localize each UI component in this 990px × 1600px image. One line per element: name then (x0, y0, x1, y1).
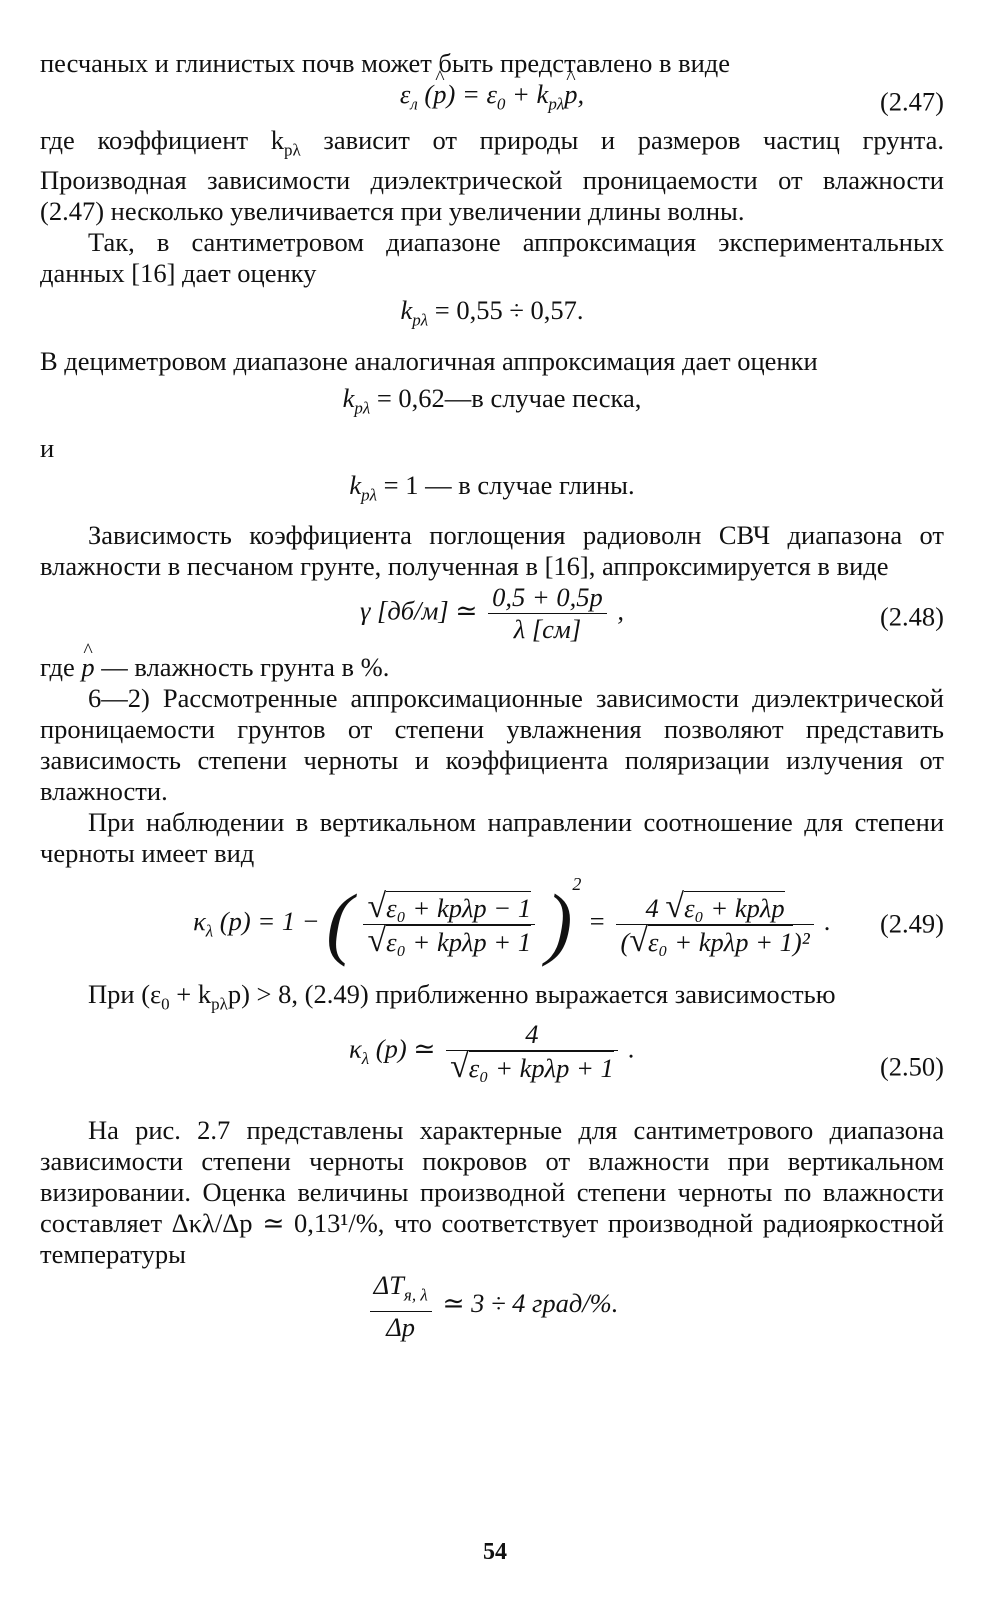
paragraph-1: песчаных и глинистых почв может быть представлено в виде (40, 48, 731, 78)
equation-derivative (40, 1270, 944, 1350)
fraction-denominator: λ [см] (513, 614, 582, 645)
paragraph-9 (40, 979, 944, 1019)
eq-lhs: ε (399, 79, 411, 109)
paragraph-7: 6—2) Рассмотренные аппроксимационные зависимости диэлектрической проницаемости грунтов от степени увлажнения позволяют представить зависимость степени черноты и коэффициента поляризации излучения от влажности. (40, 683, 944, 807)
inner-numerator (363, 887, 535, 925)
inner-fraction (363, 887, 535, 959)
p9-c: p) > 8, (2.49) приближенно выражается зависимостью (227, 979, 836, 1010)
equals: = (587, 906, 606, 937)
eq-arg: (p) = 1 − (219, 906, 320, 937)
equation-number: (2.47) (879, 86, 944, 117)
equation-2-47-body: $\varepsilon_л$ (^ $p) = \varepsilon_0$ + $k_{p\lambda}\^{}$ p, (400, 79, 584, 119)
p6-b: — влажность грунта в %. (94, 652, 390, 683)
inner-numerator-text: ε₀ + kpλp − 1 (386, 892, 532, 923)
k-sub: pλ (412, 310, 429, 330)
sqrt-icon: √ (629, 921, 648, 959)
equation-2-47 (40, 79, 944, 125)
eq-lhs-sub: л (410, 94, 418, 114)
equation-2-48 (40, 582, 944, 652)
p2-sub: pλ (283, 140, 301, 160)
fraction-denominator: Δp (386, 1311, 416, 1342)
fraction-denominator-text: ε₀ + kpλp + 1 (468, 1053, 614, 1084)
k-symbol: k (349, 469, 362, 500)
k-symbol: k (400, 295, 413, 326)
k-value: = 1 — в случае глины. (383, 469, 635, 500)
right-numerator-text: ε₀ + kpλp (684, 892, 785, 923)
fraction-numerator: 0,5 + 0,5p (488, 582, 607, 614)
equation-number: (2.48) (879, 601, 944, 632)
equation-2-48-body (360, 582, 624, 645)
k-symbol: k (342, 382, 355, 413)
p6-a: где (40, 652, 82, 683)
page-number: 54 (483, 1539, 507, 1565)
left-paren: ( (326, 879, 353, 968)
eq-lhs: κ (349, 1034, 362, 1065)
paragraph-8: При наблюдении в вертикальном направлении соотношение для степени черноты имеет вид (40, 807, 944, 869)
equation-2-50 (40, 1019, 944, 1115)
and-word: и (40, 432, 55, 463)
eq-arg: ^ p (433, 79, 446, 110)
p2-start: где коэффициент k (40, 125, 284, 155)
p2-rest: зависит от природы и размеров частиц грунта. Производная зависимости диэлектрической проницаемости от влажности (2.47) несколько увеличивается при увеличении длины волны. (40, 125, 945, 227)
sqrt-icon: √ (665, 887, 685, 925)
p9-sub0: 0 (161, 994, 170, 1014)
k-value: = 0,62—в случае песка, (376, 382, 642, 413)
equation-k-range (40, 295, 944, 335)
eq-arg: (p) ≃ (375, 1034, 436, 1065)
eq-lhs: κ (193, 906, 206, 937)
paragraph-2 (40, 125, 944, 227)
p6-p: ^ p (81, 652, 94, 683)
p9-a: При (ε (88, 979, 162, 1010)
right-fraction (616, 887, 813, 959)
eq-rhs1-sub: 0 (496, 94, 506, 114)
eq-dot: . (628, 1034, 635, 1065)
right-denominator: (√ε₀ + kpλp + 1)² (620, 921, 810, 959)
paragraph-3: Так, в сантиметровом диапазоне аппроксимация экспериментальных данных [16] дает оценку (40, 227, 944, 289)
eq-rhs: ≃ 3 ÷ 4 град/%. (442, 1288, 619, 1319)
equation-number: (2.49) (879, 908, 944, 939)
fraction (370, 1270, 432, 1342)
power: 2 (572, 874, 582, 895)
paragraph-6 (40, 652, 944, 683)
fraction-numerator: 4 (446, 1019, 618, 1051)
eq-lhs: γ [дб/м] ≃ (359, 595, 478, 626)
paragraph-5: Зависимость коэффициента поглощения радиоволн СВЧ диапазона от влажности в песчаном грунте, полученная в [16], аппроксимируется в виде (40, 520, 944, 582)
inner-denominator-text: ε₀ + kpλp + 1 (386, 926, 532, 957)
paragraph-4: В дециметровом диапазоне аналогичная аппроксимация дает оценки (40, 345, 818, 376)
inner-denominator (363, 921, 535, 959)
equation-derivative-body (366, 1270, 619, 1342)
equation-2-50-body (349, 1019, 635, 1084)
right-numerator (616, 887, 813, 925)
right-numerator-coef: 4 (645, 892, 659, 923)
k-sub: pλ (361, 485, 378, 505)
equation-2-49-body (193, 869, 831, 968)
k-value: = 0,55 ÷ 0,57. (434, 295, 584, 326)
eq-lhs-sub: λ (205, 921, 214, 941)
eq-rhs1: = ε (461, 79, 497, 109)
fraction (446, 1019, 618, 1084)
p9-sub: pλ (211, 994, 228, 1014)
eq-rhs3: ^ p, (564, 79, 584, 110)
p9-b: + k (169, 979, 212, 1010)
numerator-sub: я, λ (403, 1285, 428, 1305)
equation-2-49 (40, 869, 944, 979)
fraction-denominator (446, 1048, 618, 1086)
right-paren: ) (545, 879, 573, 968)
right-denominator-text: ε₀ + kpλp + 1 (647, 926, 793, 957)
k-sub: pλ (354, 397, 371, 417)
equation-k-clay (40, 470, 944, 510)
sqrt-icon: √ (367, 887, 387, 925)
fraction (488, 582, 607, 645)
eq-lhs-sub: λ (361, 1049, 370, 1069)
paragraph-10: На рис. 2.7 представлены характерные для сантиметрового диапазона зависимости степени черноты покровов от влажности при вертикальном визировании. Оценка величины производной степени черноты по влажности составляет Δκλ/Δp ≃ 0,13¹/%, что соответствует производной радиояркостной температуры (40, 1115, 944, 1270)
eq-rhs2-sub: pλ (548, 94, 565, 114)
eq-dot: . (824, 906, 831, 937)
eq-rhs2: + k (512, 79, 549, 109)
fraction-numerator (370, 1270, 432, 1311)
sqrt-icon: √ (367, 921, 387, 959)
eq-tail: , (617, 595, 625, 626)
equation-k-sand (40, 383, 944, 423)
right-denominator-power: )² (792, 926, 810, 957)
equation-number: (2.50) (879, 1051, 944, 1082)
numerator-text: ΔT (373, 1270, 404, 1301)
sqrt-icon: √ (450, 1048, 469, 1086)
